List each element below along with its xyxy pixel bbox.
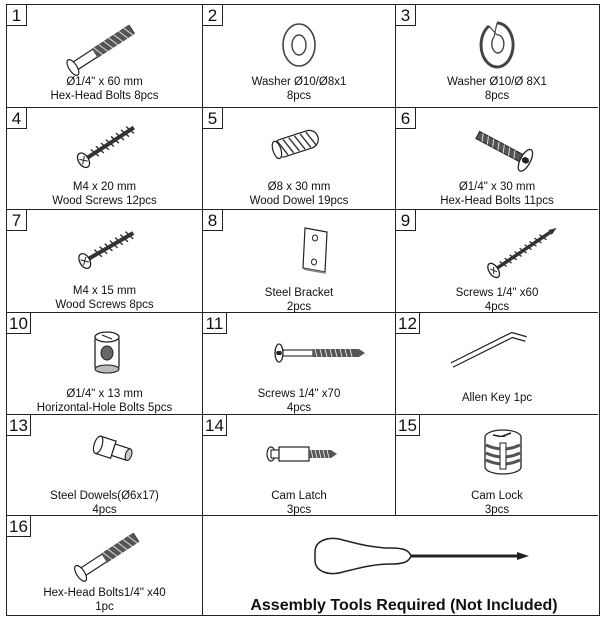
part-label: Hex-Head Bolts1/4" x40 1pc xyxy=(43,587,166,613)
part-label: Ø1/4" x 13 mm Horizontal-Hole Bolts 5pcs xyxy=(36,388,173,414)
part-number: 12 xyxy=(396,313,420,334)
part-number: 10 xyxy=(7,313,31,334)
part-cell-5 xyxy=(203,108,396,210)
part-label: Ø8 x 30 mm Wood Dowel 19pcs xyxy=(249,181,349,207)
spring-washer-icon xyxy=(476,17,518,73)
part-label: Ø1/4" x 60 mm Hex-Head Bolts 8pcs xyxy=(50,76,159,102)
part-number: 3 xyxy=(396,5,416,26)
part-number: 15 xyxy=(396,415,420,436)
part-label: M4 x 20 mm Wood Screws 12pcs xyxy=(52,181,157,207)
horizontal-hole-bolt-icon xyxy=(87,327,127,377)
screw-60-icon xyxy=(476,222,566,282)
part-cell-15 xyxy=(396,415,598,516)
part-cell-10 xyxy=(7,313,203,415)
screw-70-icon xyxy=(269,341,369,365)
part-cell-7 xyxy=(7,210,203,313)
part-number: 7 xyxy=(7,210,27,231)
cam-lock-icon xyxy=(480,427,526,477)
part-cell-1 xyxy=(7,5,203,108)
part-label: M4 x 15 mm Wood Screws 8pcs xyxy=(55,285,154,311)
part-number: 2 xyxy=(203,5,223,26)
part-label: Ø1/4" x 30 mm Hex-Head Bolts 11pcs xyxy=(440,181,554,207)
hex-head-bolt-30-icon xyxy=(466,122,546,178)
allen-key-icon xyxy=(446,325,536,371)
wood-screw-20-icon xyxy=(67,116,147,174)
steel-bracket-icon xyxy=(301,224,331,276)
parts-grid xyxy=(6,4,600,616)
part-number: 16 xyxy=(7,516,31,537)
part-cell-12 xyxy=(396,313,598,415)
part-label: Screws 1/4" x60 4pcs xyxy=(455,287,539,313)
steel-dowel-icon xyxy=(89,431,139,471)
washer-icon xyxy=(279,19,319,71)
part-label: Steel Bracket 2pcs xyxy=(264,287,334,313)
part-label: Washer Ø10/Ø8x1 8pcs xyxy=(251,76,347,102)
part-number: 1 xyxy=(7,5,27,26)
part-number: 11 xyxy=(203,313,227,334)
part-cell-13 xyxy=(7,415,203,516)
hex-head-bolt-60-icon xyxy=(57,19,147,77)
wood-dowel-icon xyxy=(265,124,325,164)
wood-screw-15-icon xyxy=(69,218,149,276)
screwdriver-icon xyxy=(307,530,535,590)
part-number: 14 xyxy=(203,415,227,436)
part-number: 5 xyxy=(203,108,223,129)
part-label: Screws 1/4" x70 4pcs xyxy=(257,388,341,414)
part-cell-3 xyxy=(396,5,598,108)
assembly-tools-title: Assembly Tools Required (Not Included) xyxy=(250,597,558,614)
hex-head-bolt-40-icon xyxy=(63,526,153,584)
part-number: 8 xyxy=(203,210,223,231)
part-number: 6 xyxy=(396,108,416,129)
part-cell-11 xyxy=(203,313,396,415)
part-label: Washer Ø10/Ø 8X1 8pcs xyxy=(447,76,547,102)
part-number: 4 xyxy=(7,108,27,129)
cam-latch-icon xyxy=(263,441,343,467)
part-label: Cam Latch 3pcs xyxy=(271,490,327,516)
part-cell-4 xyxy=(7,108,203,210)
part-label: Allen Key 1pc xyxy=(461,392,533,404)
part-label: Steel Dowels(Ø6x17) 4pcs xyxy=(50,490,159,516)
part-cell-6 xyxy=(396,108,598,210)
part-cell-9 xyxy=(396,210,598,313)
part-number: 13 xyxy=(7,415,31,436)
part-number: 9 xyxy=(396,210,416,231)
part-label: Cam Lock 3pcs xyxy=(471,490,523,516)
part-cell-8 xyxy=(203,210,396,313)
part-cell-2 xyxy=(203,5,396,108)
part-cell-14 xyxy=(203,415,396,516)
part-cell-16 xyxy=(7,516,203,615)
